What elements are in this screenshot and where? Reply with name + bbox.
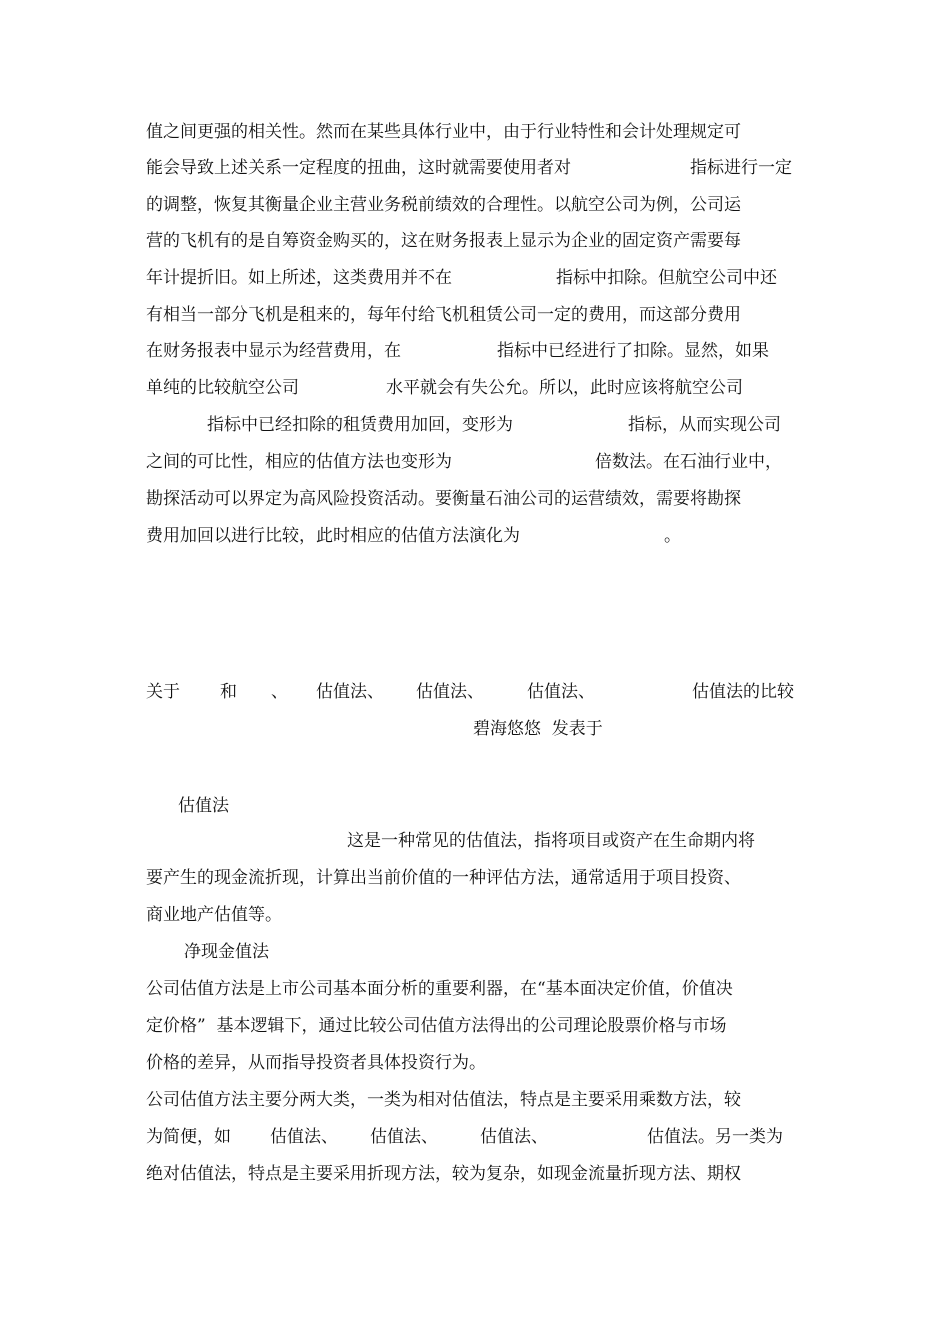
text-line: 单纯的比较航空公司	[146, 378, 299, 398]
text-line: 估值法。另一类为	[647, 1127, 783, 1147]
section-heading: 估值法	[178, 796, 229, 816]
text-line: 这是一种常见的估值法，指将项目或资产在生命期内将	[347, 831, 755, 851]
text-line: 指标中已经进行了扣除。显然，如果	[497, 341, 769, 361]
text-line: 指标中已经扣除的租赁费用加回，变形为	[207, 415, 513, 435]
title-part: 估值法的比较	[692, 682, 794, 702]
title-part: 、	[271, 682, 288, 702]
text-line: 营的飞机有的是自筹资金购买的，这在财务报表上显示为企业的固定资产需要每	[146, 231, 741, 251]
text-line: 值之间更强的相关性。然而在某些具体行业中，由于行业特性和会计处理规定可	[146, 122, 741, 142]
text-line: 在财务报表中显示为经营费用，在	[146, 341, 401, 361]
byline: 碧海悠悠 发表于	[473, 719, 603, 739]
title-part: 估值法、	[316, 682, 384, 702]
text-line: 为简便，如	[146, 1127, 231, 1147]
text-line: 指标中扣除。但航空公司中还	[556, 268, 777, 288]
text-line: 。	[664, 526, 681, 546]
text-line: 勘探活动可以界定为高风险投资活动。要衡量石油公司的运营绩效，需要将勘探	[146, 489, 741, 509]
text-line: 绝对估值法，特点是主要采用折现方法，较为复杂，如现金流量折现方法、期权	[146, 1164, 741, 1184]
title-part: 估值法、	[416, 682, 484, 702]
text-line: 要产生的现金流折现，计算出当前价值的一种评估方法，通常适用于项目投资、	[146, 868, 741, 888]
text-line: 价格的差异，从而指导投资者具体投资行为。	[146, 1053, 486, 1073]
text-line: 公司估值方法主要分两大类，一类为相对估值法，特点是主要采用乘数方法，较	[146, 1090, 741, 1110]
text-line: 倍数法。在石油行业中，	[595, 452, 782, 472]
text-line: 定价格” 基本逻辑下，通过比较公司估值方法得出的公司理论股票价格与市场	[146, 1016, 727, 1036]
text-line: 商业地产估值等。	[146, 905, 282, 925]
text-line: 指标，从而实现公司	[628, 415, 781, 435]
text-line: 估值法、	[480, 1127, 548, 1147]
text-line: 指标进行一定	[690, 158, 792, 178]
text-line: 估值法、	[370, 1127, 438, 1147]
text-line: 水平就会有失公允。所以，此时应该将航空公司	[386, 378, 743, 398]
text-line: 年计提折旧。如上所述，这类费用并不在	[146, 268, 452, 288]
title-part: 估值法、	[527, 682, 595, 702]
section-subheading: 净现金值法	[184, 942, 269, 962]
text-line: 的调整，恢复其衡量企业主营业务税前绩效的合理性。以航空公司为例，公司运	[146, 195, 741, 215]
text-line: 之间的可比性，相应的估值方法也变形为	[146, 452, 452, 472]
text-line: 公司估值方法是上市公司基本面分析的重要利器，在“基本面决定价值，价值决	[146, 979, 733, 999]
text-line: 估值法、	[270, 1127, 338, 1147]
text-line: 有相当一部分飞机是租来的，每年付给飞机租赁公司一定的费用，而这部分费用	[146, 305, 741, 325]
text-line: 能会导致上述关系一定程度的扭曲，这时就需要使用者对	[146, 158, 571, 178]
text-line: 费用加回以进行比较，此时相应的估值方法演化为	[146, 526, 520, 546]
title-part: 关于	[146, 682, 180, 702]
title-part: 和	[220, 682, 237, 702]
